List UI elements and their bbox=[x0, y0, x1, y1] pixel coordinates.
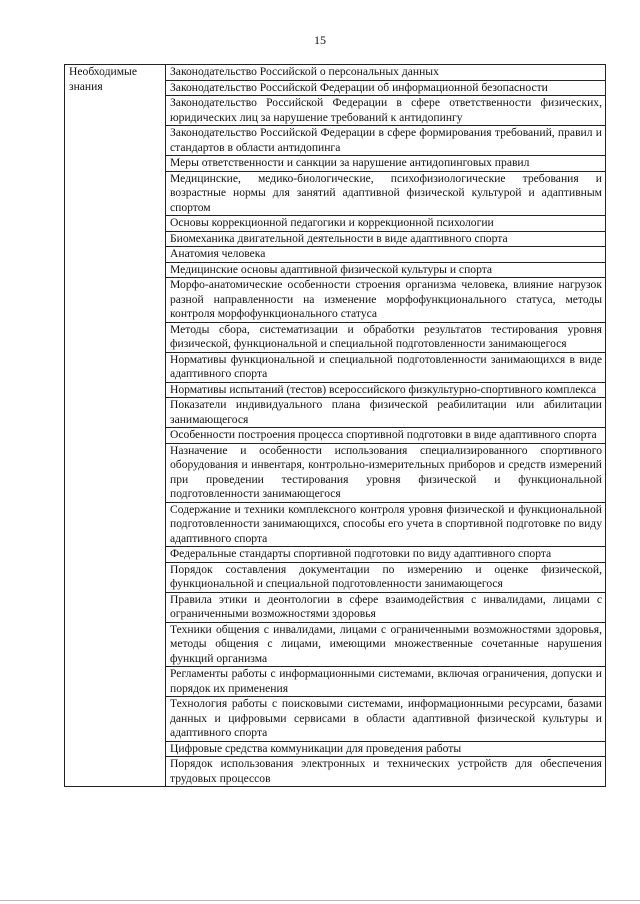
knowledge-item: Порядок использования электронных и технических устройств для обеспечения трудовых процессов bbox=[166, 757, 606, 787]
knowledge-item: Федеральные стандарты спортивной подготовки по виду адаптивного спорта bbox=[166, 547, 606, 563]
knowledge-item: Порядок составления документации по измерению и оценке физической, функциональной и специальной подготовленности занимающегося bbox=[166, 562, 606, 592]
knowledge-item: Назначение и особенности использования специализированного спортивного оборудования и инвентаря, контрольно-измерительных приборов и средств измерений при проведении тестирования уровня физической и функциональной подготовленности занимающегося bbox=[166, 443, 606, 502]
knowledge-item: Биомеханика двигательной деятельности в виде адаптивного спорта bbox=[166, 231, 606, 247]
knowledge-item: Законодательство Российской Федерации в сфере ответственности физических, юридических лиц за нарушение требований к антидопингу bbox=[166, 96, 606, 126]
knowledge-item: Анатомия человека bbox=[166, 247, 606, 263]
knowledge-item: Нормативы функциональной и специальной подготовленности занимающихся в виде адаптивного спорта bbox=[166, 352, 606, 382]
knowledge-item: Регламенты работы с информационными системами, включая ограничения, допуски и порядок их применения bbox=[166, 667, 606, 697]
page-number: 15 bbox=[314, 33, 326, 47]
knowledge-item: Морфо-анатомические особенности строения организма человека, влияние нагрузок разной направленности на изменение морфофункционального статуса, методы контроля морфофункционального статуса bbox=[166, 278, 606, 323]
knowledge-item: Правила этики и деонтологии в сфере взаимодействия с инвалидами, лицами с ограниченными возможностями здоровья bbox=[166, 592, 606, 622]
knowledge-item: Законодательство Российской о персональных данных bbox=[166, 65, 606, 81]
requirements-table-body bbox=[65, 65, 606, 787]
knowledge-item: Нормативы испытаний (тестов) всероссийского физкультурно-спортивного комплекса bbox=[166, 382, 606, 398]
knowledge-item: Показатели индивидуального плана физической реабилитации или абилитации занимающегося bbox=[166, 398, 606, 428]
knowledge-item: Медицинские, медико-биологические, психофизиологические требования и возрастные нормы для занятий адаптивной физической культурой и адаптивным спортом bbox=[166, 171, 606, 216]
knowledge-item: Техники общения с инвалидами, лицами с ограниченными возможностями здоровья, методы общения с лицами, имеющими множественные сочетанные нарушения функций организма bbox=[166, 622, 606, 667]
scan-edge-line bbox=[0, 900, 640, 901]
knowledge-item: Содержание и техники комплексного контроля уровня физической и функциональной подготовленности занимающихся, способы его учета в спортивной подготовке по виду адаптивного спорта bbox=[166, 502, 606, 547]
knowledge-item: Особенности построения процесса спортивной подготовки в виде адаптивного спорта bbox=[166, 428, 606, 444]
table-row bbox=[65, 65, 606, 81]
knowledge-item: Медицинские основы адаптивной физической культуры и спорта bbox=[166, 262, 606, 278]
knowledge-item: Цифровые средства коммуникации для проведения работы bbox=[166, 741, 606, 757]
knowledge-item: Законодательство Российской Федерации об информационной безопасности bbox=[166, 80, 606, 96]
knowledge-item: Методы сбора, систематизации и обработки результатов тестирования уровня физической, функциональной и специальной подготовленности занимающегося bbox=[166, 322, 606, 352]
knowledge-item: Законодательство Российской Федерации в сфере формирования требований, правил и стандартов в области антидопинга bbox=[166, 126, 606, 156]
knowledge-item: Технология работы с поисковыми системами, информационными ресурсами, базами данных и цифровыми сервисами в области адаптивной физической культуры и адаптивного спорта bbox=[166, 697, 606, 742]
knowledge-item: Основы коррекционной педагогики и коррекционной психологии bbox=[166, 216, 606, 232]
section-label: Необходимые знания bbox=[65, 65, 166, 787]
knowledge-item: Меры ответственности и санкции за нарушение антидопинговых правил bbox=[166, 156, 606, 172]
requirements-table bbox=[64, 64, 606, 787]
